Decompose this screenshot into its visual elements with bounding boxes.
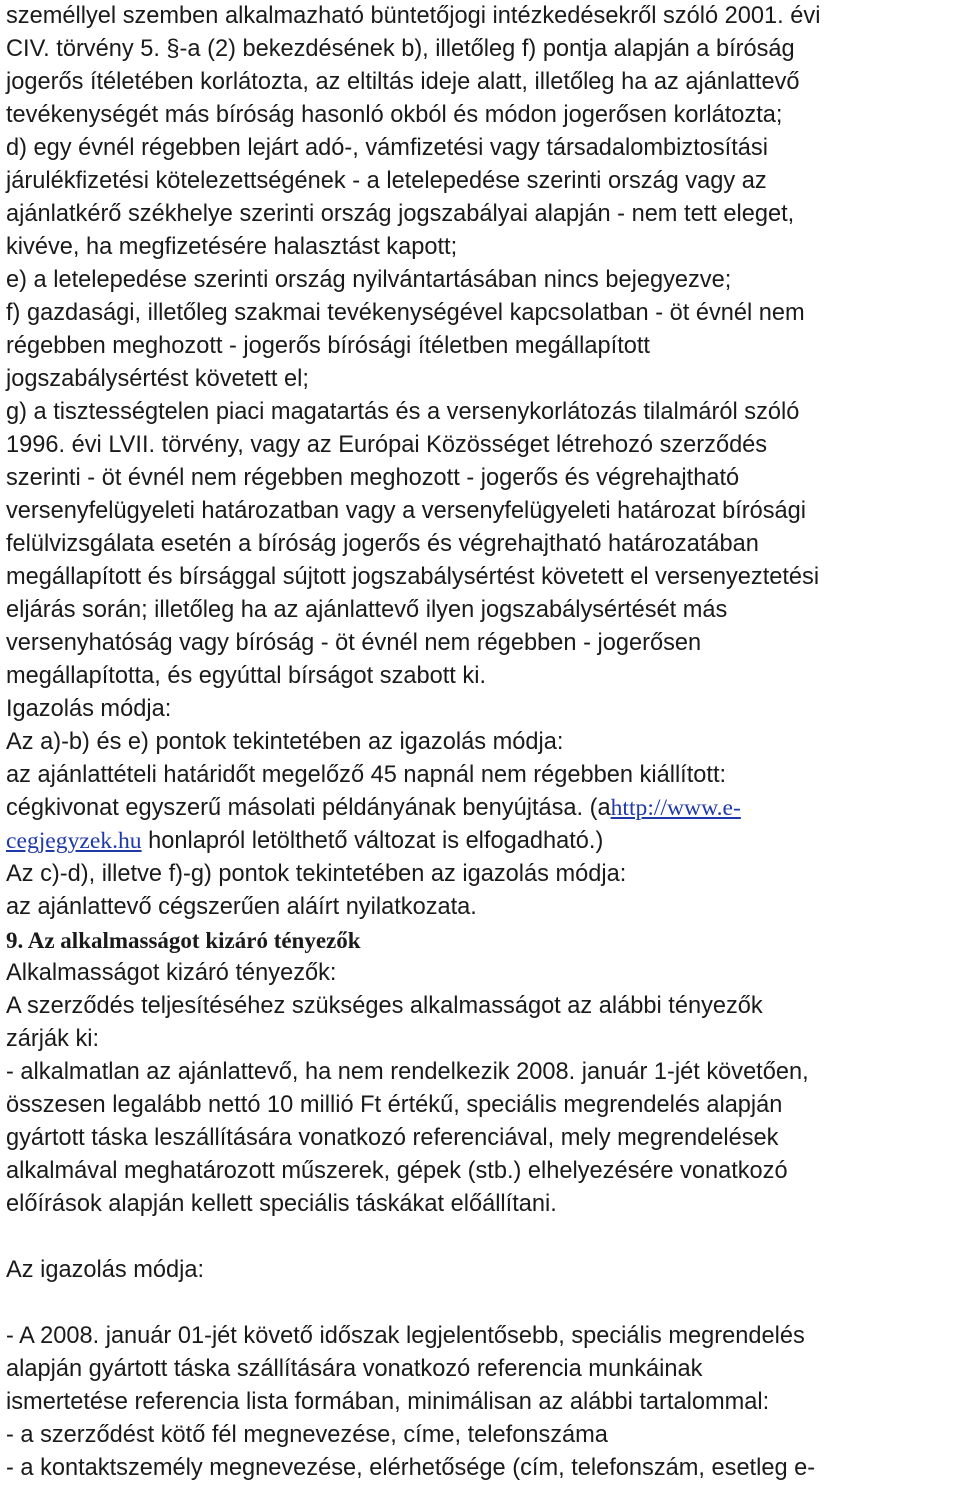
text-line: jogerős ítéletében korlátozta, az eltiltás ideje alatt, illetőleg ha az ajánlattevő xyxy=(6,69,800,95)
text-line: előírások alapján kellett speciális táskákat előállítani. xyxy=(6,1191,557,1217)
e-cegjegyzek-link-continued[interactable]: cegjegyzek.hu xyxy=(6,828,142,854)
paragraph-block-2 xyxy=(6,957,956,1221)
text-line: járulékfizetési kötelezettségének - a letelepedése szerinti ország vagy az xyxy=(6,168,767,194)
text-line: - a szerződést kötő fél megnevezése, címe, telefonszáma xyxy=(6,1422,608,1448)
text-line: összesen legalább nettó 10 millió Ft értékű, speciális megrendelés alapján xyxy=(6,1092,783,1118)
document-page xyxy=(6,0,956,1485)
blank-line xyxy=(6,1221,956,1254)
text-line: személlyel szemben alkalmazható büntetőjogi intézkedésekről szóló 2001. évi xyxy=(6,3,821,29)
text-line: alapján gyártott táska szállítására vonatkozó referencia munkáinak xyxy=(6,1356,703,1382)
link-suffix-text: honlapról letölthető változat is elfogadható.) xyxy=(141,828,604,854)
text-line: eljárás során; illetőleg ha az ajánlattevő ilyen jogszabálysértését más xyxy=(6,597,728,623)
text-line: Az c)-d), illetve f)-g) pontok tekintetében az igazolás módja: xyxy=(6,861,627,887)
text-line: f) gazdasági, illetőleg szakmai tevékenységével kapcsolatban - öt évnél nem xyxy=(6,300,805,326)
text-line: régebben meghozott - jogerős bírósági ítéletben megállapított xyxy=(6,333,650,359)
text-line: d) egy évnél régebben lejárt adó-, vámfizetési vagy társadalombiztosítási xyxy=(6,135,768,161)
text-line-with-link xyxy=(6,792,956,825)
text-line: az ajánlattételi határidőt megelőző 45 napnál nem régebben kiállított: xyxy=(6,762,727,788)
text-line: A szerződés teljesítéséhez szükséges alkalmasságot az alábbi tényezők xyxy=(6,993,763,1019)
text-line: versenyhatóság vagy bíróság - öt évnél nem régebben - jogerősen xyxy=(6,630,702,656)
text-line: g) a tisztességtelen piaci magatartás és a versenykorlátozás tilalmáról szóló xyxy=(6,399,800,425)
paragraph-block-3 xyxy=(6,1320,956,1485)
e-cegjegyzek-link[interactable]: http://www.e- xyxy=(610,795,741,821)
text-line: alkalmával meghatározott műszerek, gépek (stb.) elhelyezésére vonatkozó xyxy=(6,1158,788,1184)
text-line: - a kontaktszemély megnevezése, elérhetősége (cím, telefonszám, esetleg e- xyxy=(6,1455,816,1481)
link-prefix-text: cégkivonat egyszerű másolati példányának benyújtása. (a xyxy=(6,795,611,821)
text-line: - A 2008. január 01-jét követő időszak legjelentősebb, speciális megrendelés xyxy=(6,1323,805,1349)
text-line: zárják ki: xyxy=(6,1026,100,1052)
text-line: tevékenységét más bíróság hasonló okból és módon jogerősen korlátozta; xyxy=(6,102,783,128)
text-line: CIV. törvény 5. §-a (2) bekezdésének b), illetőleg f) pontja alapján a bíróság xyxy=(6,36,795,62)
section-heading: 9. Az alkalmasságot kizáró tényezők xyxy=(6,928,361,953)
text-line: Alkalmasságot kizáró tényezők: xyxy=(6,960,337,986)
text-line: kivéve, ha megfizetésére halasztást kapott; xyxy=(6,234,458,260)
text-line-with-link xyxy=(6,825,956,858)
text-line: - alkalmatlan az ajánlattevő, ha nem rendelkezik 2008. január 1-jét követően, xyxy=(6,1059,809,1085)
text-line: szerinti - öt évnél nem régebben meghozott - jogerős és végrehajtható xyxy=(6,465,740,491)
text-line: versenyfelügyeleti határozatban vagy a versenyfelügyeleti határozat bírósági xyxy=(6,498,807,524)
text-line: ismertetése referencia lista formában, minimálisan az alábbi tartalommal: xyxy=(6,1389,770,1415)
text-line: Az a)-b) és e) pontok tekintetében az igazolás módja: xyxy=(6,729,564,755)
text-line: jogszabálysértést követett el; xyxy=(6,366,309,392)
paragraph-block-1 xyxy=(6,0,956,924)
text-line: felülvizsgálata esetén a bíróság jogerős és végrehajtható határozatában xyxy=(6,531,759,557)
text-line: 1996. évi LVII. törvény, vagy az Európai Közösséget létrehozó szerződés xyxy=(6,432,768,458)
text-line: megállapított és bírsággal sújtott jogszabálysértést követett el versenyeztetési xyxy=(6,564,820,590)
text-line: az ajánlattevő cégszerűen aláírt nyilatkozata. xyxy=(6,894,477,920)
text-line: gyártott táska leszállítására vonatkozó referenciával, mely megrendelések xyxy=(6,1125,779,1151)
text-line: Igazolás módja: xyxy=(6,696,172,722)
text-line: e) a letelepedése szerinti ország nyilvántartásában nincs bejegyezve; xyxy=(6,267,732,293)
verification-heading: Az igazolás módja: xyxy=(6,1257,205,1283)
blank-line xyxy=(6,1287,956,1320)
text-line: megállapította, és egyúttal bírságot szabott ki. xyxy=(6,663,487,689)
text-line: ajánlatkérő székhelye szerinti ország jogszabályai alapján - nem tett eleget, xyxy=(6,201,795,227)
